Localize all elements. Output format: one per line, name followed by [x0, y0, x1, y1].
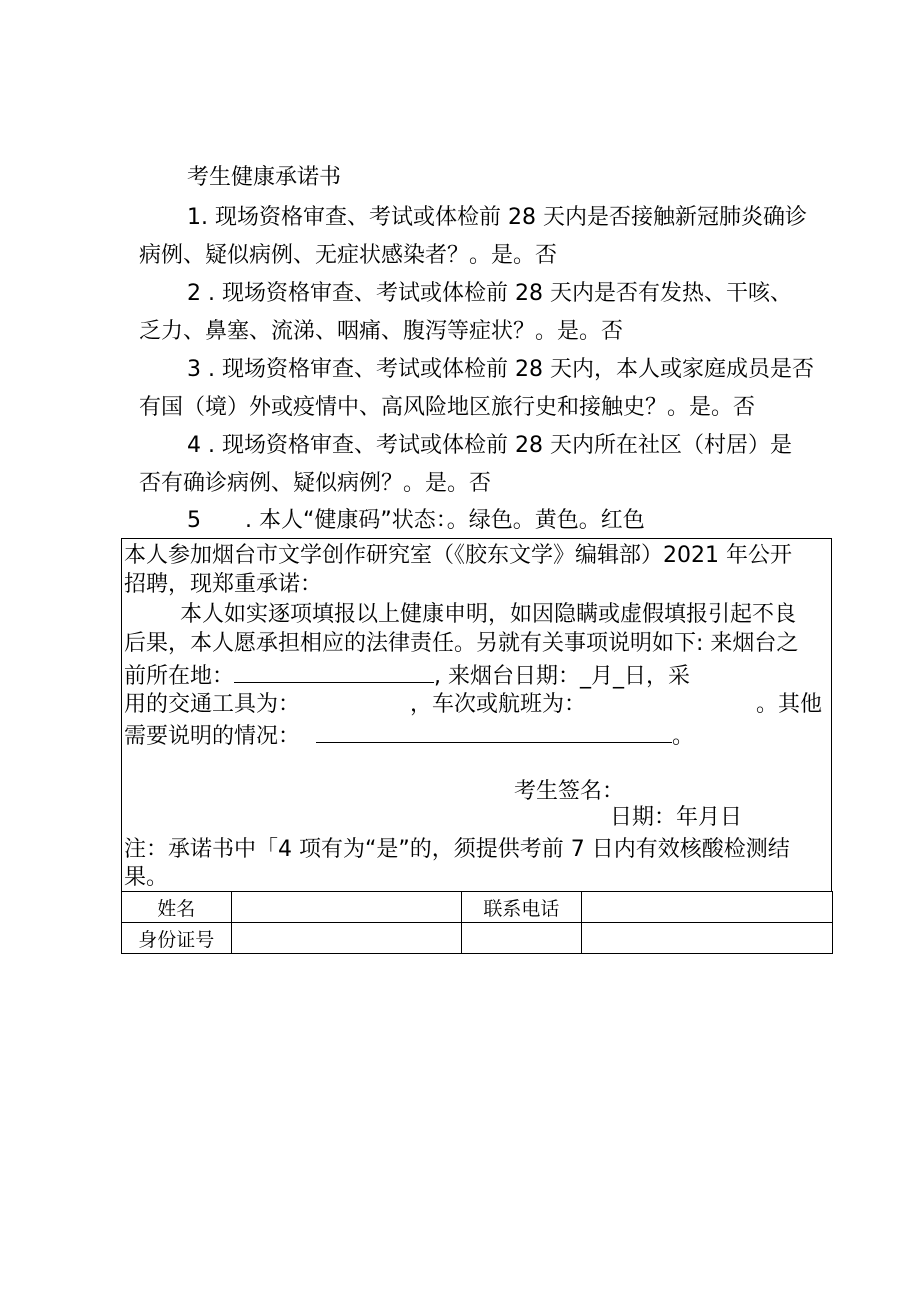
phone-field[interactable] — [582, 892, 833, 923]
table-row — [122, 892, 833, 923]
origin-label: 前所在地： — [124, 664, 235, 689]
item-5-line-1: 5 . 本人“健康码”状态：。绿色。黄色。红色 — [187, 508, 645, 533]
pledge-line-5 — [124, 660, 690, 692]
item-4-line-1: 4 . 现场资格审查、考试或体检前 28 天内所在社区（村居）是 — [187, 433, 792, 458]
item-4-line-2: 否有确诊病例、疑似病例？。是。否 — [139, 471, 492, 496]
transport-label: 用的交通工具为： — [124, 692, 301, 717]
pledge-line-3: 本人如实逐项填报以上健康申明，如因隐瞒或虚假填报引起不良 — [180, 602, 797, 627]
name-field[interactable] — [231, 892, 461, 923]
empty-cell[interactable] — [582, 923, 833, 954]
item-3-line-2: 有国（境）外或疫情中、高风险地区旅行史和接触史？。是。否 — [139, 395, 756, 420]
pledge-line-6 — [124, 690, 822, 720]
phone-label: 联系电话 — [461, 892, 582, 923]
item-2-line-2: 乏力、鼻塞、流涕、咽痛、腹泻等症状？。是。否 — [139, 319, 624, 344]
id-field[interactable] — [231, 923, 461, 954]
other-notes-label: 需要说明的情况： — [124, 724, 301, 749]
note-line-1: 注：承诺书中「4 项有为“是”的，须提供考前 7 日内有效核酸检测结 — [124, 837, 790, 862]
page-title: 考生健康承诺书 — [187, 165, 342, 190]
other-label: 。其他 — [756, 692, 823, 717]
item-1-line-1: 1. 现场资格审查、考试或体检前 28 天内是否接触新冠肺炎确诊 — [187, 205, 807, 230]
pledge-line-2: 招聘，现郑重承诺： — [124, 572, 323, 597]
item-3-line-1: 3 . 现场资格审查、考试或体检前 28 天内，本人或家庭成员是否 — [187, 357, 814, 382]
arrival-date-label: , 来烟台日期：_月_日，采 — [434, 664, 691, 689]
period-mark: 。 — [672, 724, 695, 749]
flight-label: ，车次或航班为： — [410, 692, 587, 717]
date-label: 日期：年月日 — [610, 805, 743, 830]
table-row — [122, 923, 833, 954]
item-2-line-1: 2 . 现场资格审查、考试或体检前 28 天内是否有发热、干咳、 — [187, 281, 792, 306]
note-line-2: 果。 — [124, 865, 169, 890]
name-label: 姓名 — [122, 892, 232, 923]
item-1-line-2: 病例、疑似病例、无症状感染者？。是。否 — [139, 243, 558, 268]
pledge-box — [121, 538, 832, 892]
pledge-line-4: 后果，本人愿承担相应的法律责任。另就有关事项说明如下: 来烟台之 — [124, 631, 799, 656]
pledge-line-7 — [124, 720, 694, 752]
origin-field[interactable] — [234, 660, 434, 683]
info-table — [121, 891, 833, 954]
other-notes-field[interactable] — [316, 720, 672, 743]
pledge-line-1: 本人参加烟台市文学创作研究室（《胶东文学》编辑部）2021 年公开 — [124, 543, 792, 568]
id-label: 身份证号 — [122, 923, 232, 954]
signature-label: 考生签名： — [514, 779, 625, 804]
empty-cell[interactable] — [461, 923, 582, 954]
